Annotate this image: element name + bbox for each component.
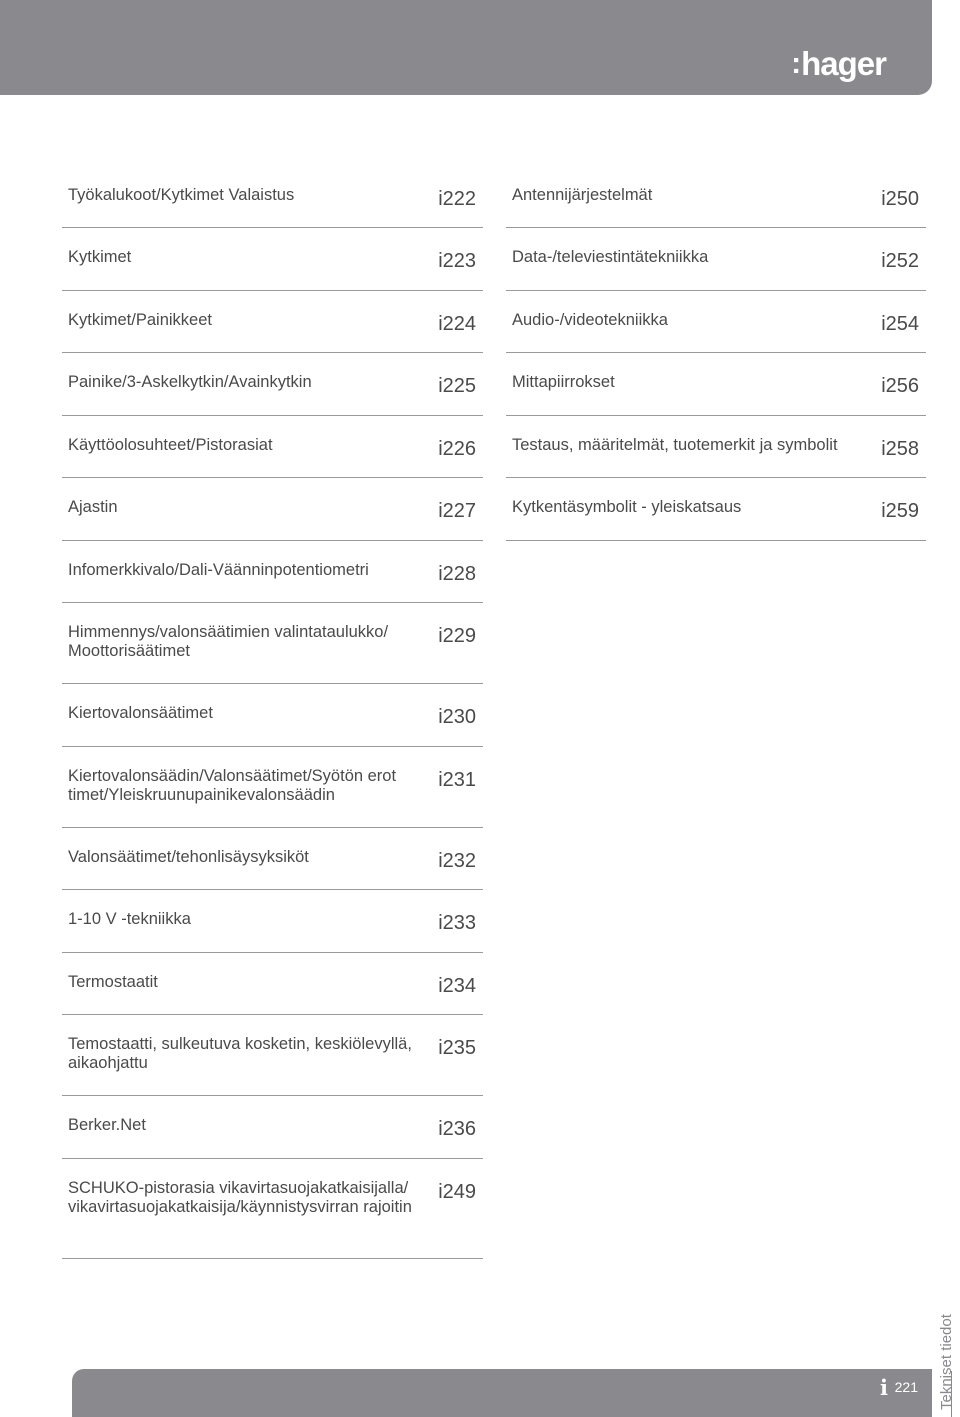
toc-row[interactable] <box>62 747 483 828</box>
page-number: 221 <box>894 1379 918 1395</box>
toc-entry-page: i236 <box>438 1118 476 1140</box>
toc-entry-title: Kytkimet/Painikkeet <box>68 310 212 329</box>
toc-entry-page: i225 <box>438 375 476 397</box>
hager-logo: :hager <box>791 45 886 82</box>
info-icon: i <box>880 1375 888 1400</box>
toc-entry-page: i259 <box>881 500 919 522</box>
toc-entry-page: i222 <box>438 188 476 210</box>
toc-entry-page: i256 <box>881 375 919 397</box>
header-bar <box>0 0 932 95</box>
toc-entry-page: i252 <box>881 250 919 272</box>
toc-entry-page: i226 <box>438 437 476 460</box>
toc-row[interactable] <box>506 478 926 541</box>
toc-entry-page: i224 <box>438 312 476 335</box>
toc-entry-page: i228 <box>438 562 476 585</box>
toc-entry-page: i249 <box>438 1180 476 1203</box>
toc-row[interactable] <box>62 890 483 953</box>
toc-entry-title: Berker.Net <box>68 1116 146 1134</box>
toc-entry-title: Himmennys/valonsäätimien valintataulukko/ Moottorisäätimet <box>68 623 389 660</box>
toc-row[interactable] <box>506 228 926 291</box>
toc-left-column <box>62 166 483 1259</box>
toc-entry-title: Työkalukoot/Kytkimet Valaistus <box>68 186 295 204</box>
toc-entry-title: Kytkimet <box>68 248 132 266</box>
toc-row[interactable] <box>62 291 483 354</box>
toc-entry-title: Infomerkkivalo/Dali-Väänninpotentiometri <box>68 560 369 579</box>
toc-entry-title: Käyttöolosuhteet/Pistorasiat <box>68 435 273 454</box>
toc-entry-title: Kiertovalonsäädin/Valonsäätimet/Syötön erot timet/Yleiskruunupainikevalonsäädin <box>68 766 397 804</box>
toc-entry-page: i230 <box>438 706 476 728</box>
toc-entry-title: Mittapiirrokset <box>512 373 615 391</box>
footer-bar <box>72 1369 932 1417</box>
toc-row[interactable] <box>62 684 483 747</box>
toc-row[interactable] <box>506 416 926 479</box>
toc-row[interactable] <box>62 541 483 604</box>
toc-row[interactable] <box>506 353 926 416</box>
toc-entry-page: i223 <box>438 250 476 272</box>
toc-entry-title: Audio-/videotekniikka <box>512 310 668 329</box>
toc-entry-title: 1-10 V -tekniikka <box>68 910 191 928</box>
toc-row[interactable] <box>62 603 483 684</box>
toc-entry-page: i231 <box>438 768 476 791</box>
toc-entry-title: Ajastin <box>68 498 118 516</box>
toc-entry-page: i235 <box>438 1037 476 1059</box>
toc-entry-page: i254 <box>881 312 919 335</box>
toc-entry-title: SCHUKO-pistorasia vikavirtasuojakatkaisijalla/vikavirtasuojakatkaisija/käynnistysvirran rajoitin <box>68 1178 412 1216</box>
toc-entry-title: Testaus, määritelmät, tuotemerkit ja symbolit <box>512 435 838 454</box>
toc-row[interactable] <box>62 478 483 541</box>
toc-entry-title: Kytkentäsymbolit - yleiskatsaus <box>512 498 742 516</box>
section-side-label: Tekniset tiedot <box>938 1314 955 1410</box>
toc-entry-page: i234 <box>438 974 476 997</box>
toc-row[interactable] <box>62 416 483 479</box>
toc-entry-title: Antennijärjestelmät <box>512 186 653 204</box>
toc-entry-title: Kiertovalonsäätimet <box>68 704 213 722</box>
toc-row[interactable] <box>62 166 483 228</box>
toc-entry-page: i250 <box>881 188 919 210</box>
toc-entry-title: Termostaatit <box>68 972 158 991</box>
toc-entry-title: Valonsäätimet/tehonlisäysyksiköt <box>68 847 309 866</box>
toc-row[interactable] <box>62 1096 483 1159</box>
toc-right-column <box>506 166 926 541</box>
toc-entry-page: i229 <box>438 625 476 647</box>
brand-name: hager <box>801 45 886 82</box>
toc-row[interactable] <box>506 166 926 228</box>
toc-row[interactable] <box>62 953 483 1016</box>
toc-row[interactable] <box>62 353 483 416</box>
toc-entry-page: i233 <box>438 912 476 934</box>
toc-entry-page: i232 <box>438 849 476 872</box>
toc-entry-title: Painike/3-Askelkytkin/Avainkytkin <box>68 373 312 391</box>
toc-row[interactable] <box>62 228 483 291</box>
toc-entry-page: i227 <box>438 500 476 522</box>
toc-row[interactable] <box>62 1159 483 1259</box>
toc-row[interactable] <box>62 828 483 891</box>
toc-entry-page: i258 <box>881 437 919 460</box>
toc-row[interactable] <box>506 291 926 354</box>
toc-row[interactable] <box>62 1015 483 1096</box>
toc-entry-title: Data-/televiestintätekniikka <box>512 248 709 266</box>
toc-entry-title: Temostaatti, sulkeutuva kosketin, keskiölevyllä, aikaohjattu <box>68 1035 412 1072</box>
